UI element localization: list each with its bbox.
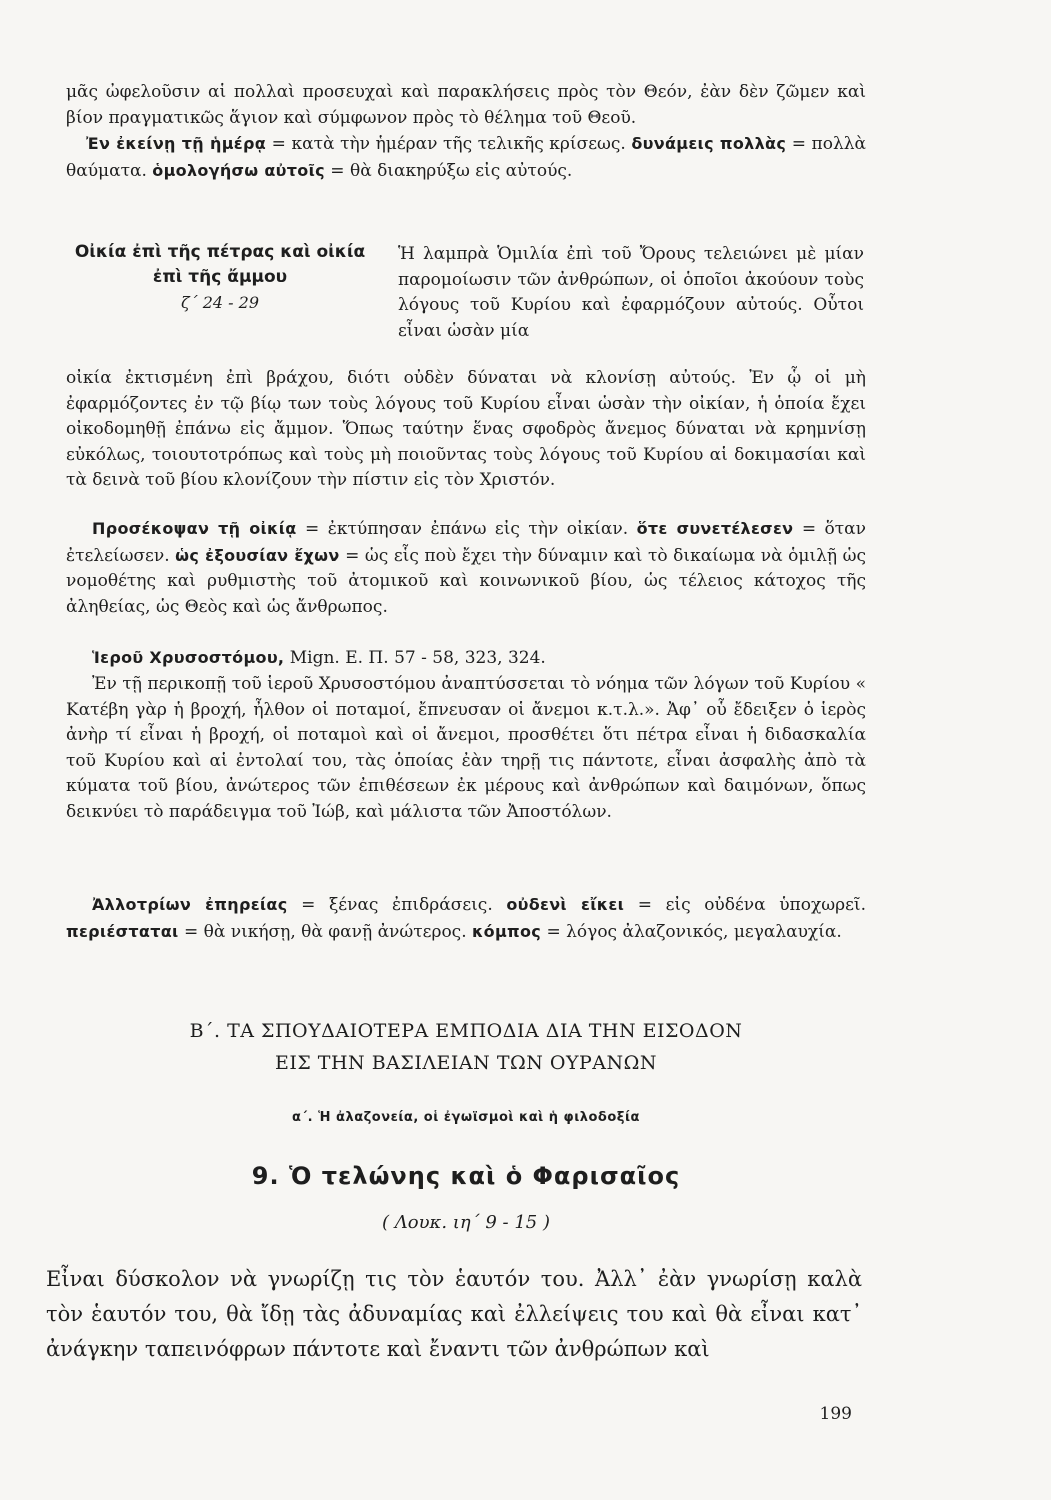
gloss-definition: = κατὰ τὴν ἡμέραν τῆς τελικῆς κρίσεως.	[266, 134, 632, 154]
intro-paragraph	[66, 80, 866, 184]
gloss-definition: = πολλὰ θαύματα.	[66, 134, 866, 181]
gloss-definition: = ὅταν ἐτελείωσεν.	[66, 519, 866, 566]
gloss-term: Προσέκοψαν τῇ οἰκίᾳ	[92, 519, 297, 538]
section-continuation: οἰκία ἐκτισμένη ἐπὶ βράχου, διότι οὐδὲν δύναται νὰ κλονίσῃ αὐτούς. Ἐν ᾧ οἱ μὴ ἐφαρμόζοντες ἐν τῷ βίῳ των τοὺς λόγους τοῦ Κυρίου εἶναι ὡσὰν τὴν οἰκίαν, ἡ ὁποία ἔχει οἰκοδομηθῇ ἐπάνω εἰς ἄμμον. Ὅπως ταύτην ἕνας σφοδρὸς ἄνεμος δύναται νὰ κρημνίσῃ εὐκόλως, τοιουτοτρόπως καὶ τοὺς μὴ ποιοῦντας τοὺς λόγους τοῦ Κυρίου αἱ δοκιμασίαι καὶ τὰ δεινὰ τοῦ βίου κλονίζουν τὴν πίστιν εἰς τὸν Χριστόν.	[66, 368, 866, 490]
gloss-definition: = ξένας ἐπιδράσεις.	[287, 895, 507, 915]
page-number: 199	[819, 1404, 852, 1424]
chapter-title: 9. Ὁ τελώνης καὶ ὁ Φαρισαῖος	[251, 1162, 681, 1190]
commentary-paragraph: Ἐν τῇ περικοπῇ τοῦ ἱεροῦ Χρυσοστόμου ἀναπτύσσεται τὸ νόημα τῶν λόγων τοῦ Κυρίου « Κατέβη γὰρ ἡ βροχή, ἦλθον οἱ ποταμοί, ἔπνευσαν οἱ ἄνεμοι κ.τ.λ.». Ἀφ᾿ οὗ ἔδειξεν ὁ ἱερὸς ἀνὴρ τί εἶναι ἡ βροχή, οἱ ποταμοὶ καὶ οἱ ἄνεμοι, προσθέτει ὅτι πέτρα εἶναι ἡ διδασκαλία τοῦ Κυρίου καὶ αἱ ἐντολαί του, τὰς ὁποίας ἐὰν τηρῇ τις πάντοτε, εἶναι ἀσφαλὴς ἀπὸ τὰ κύματα τοῦ βίου, ἀνώτερος τῶν ἐπιθέσεων ἐκ μέρους καὶ ἀνθρώπων καὶ δαιμόνων, ὅπως δεικνύει τὸ παράδειγμα τοῦ Ἰώβ, καὶ μάλιστα τῶν Ἀποστόλων.	[66, 674, 866, 822]
gloss-term: ὡς ἐξουσίαν ἔχων	[175, 545, 340, 565]
chapter-heading-line1: Β΄. ΤΑ ΣΠΟΥΔΑΙΟΤΕΡΑ ΕΜΠΟΔΙΑ ΔΙΑ ΤΗΝ ΕΙΣΟΔΟΝ	[189, 1020, 743, 1042]
intro-text: μᾶς ὠφελοῦσιν αἱ πολλαὶ προσευχαὶ καὶ παρακλήσεις πρὸς τὸν Θεόν, ἐὰν δὲν ζῶμεν καὶ βίον πραγματικῶς ἅγιον καὶ σύμφωνον πρὸς τὸ θέλημα τοῦ Θεοῦ.	[66, 82, 866, 128]
gloss-term: Ἀλλοτρίων ἐπηρείας	[92, 895, 288, 914]
glossary-block	[66, 892, 866, 945]
source-citation	[66, 645, 866, 672]
gloss-term: περιέσταται	[66, 921, 179, 941]
opening-paragraph: Εἶναι δύσκολον νὰ γνωρίζῃ τις τὸν ἑαυτόν του. Ἀλλ᾿ ἐὰν γνωρίσῃ καλὰ τὸν ἑαυτόν του, θὰ ἴδῃ τὰς ἀδυναμίας καὶ ἐλλείψεις του καὶ θὰ εἶναι κατ᾿ ἀνάγκην ταπεινόφρων πάντοτε καὶ ἔναντι τῶν ἀνθρώπων καὶ	[46, 1267, 862, 1361]
section-label-line2: ἐπὶ τῆς ἄμμου	[152, 267, 288, 287]
section-label-reference: ζ΄ 24 - 29	[180, 293, 260, 312]
source-reference: Mign. E. Π. 57 - 58, 323, 324.	[284, 648, 546, 668]
gloss-definition: = εἰς οὐδένα ὑποχωρεῖ.	[624, 895, 866, 915]
glossary-block	[66, 516, 866, 620]
chapter-subheading: α΄. Ἡ ἀλαζονεία, οἱ ἐγωϊσμοὶ καὶ ἡ φιλοδοξία	[292, 1110, 640, 1125]
gloss-term: οὐδενὶ εἴκει	[506, 895, 625, 914]
chapter-heading-line2: ΕΙΣ ΤΗΝ ΒΑΣΙΛΕΙΑΝ ΤΩΝ ΟΥΡΑΝΩΝ	[274, 1052, 658, 1074]
gloss-definition: = ὡς εἷς ποὺ ἔχει τὴν δύναμιν καὶ τὸ δικαίωμα νὰ ὁμιλῇ ὡς νομοθέτης καὶ ρυθμιστὴς τοῦ ἀτομικοῦ καὶ κοινωνικοῦ βίου, ὡς τέλειος κάτοχος τῆς ἀληθείας, ὡς Θεὸς καὶ ὡς ἄνθρωπος.	[66, 545, 867, 617]
gloss-definition: = θὰ νικήσῃ, θὰ φανῇ ἀνώτερος.	[178, 921, 473, 942]
gloss-definition: = ἐκτύπησαν ἐπάνω εἰς τὴν οἰκίαν.	[296, 519, 637, 539]
section-side-text: Ἡ λαμπρὰ Ὁμιλία ἐπὶ τοῦ Ὄρους τελειώνει μὲ μίαν παρομοίωσιν τῶν ἀνθρώπων, οἱ ὁποῖοι ἀκούουν τοὺς λόγους τοῦ Κυρίου καὶ ἐφαρμόζουν αὐτούς. Οὗτοι εἶναι ὡσὰν μία	[398, 244, 864, 341]
gloss-term: Ἐν ἐκείνῃ τῇ ἡμέρᾳ	[86, 134, 267, 153]
gloss-definition: = λόγος ἀλαζονικός, μεγαλαυχία.	[541, 921, 842, 942]
gloss-term: κόμπος	[472, 921, 542, 941]
section-side-label	[60, 240, 380, 315]
gloss-definition: = θὰ διακηρύξω εἰς αὐτούς.	[324, 160, 573, 181]
gloss-term: δυνάμεις πολλὰς	[631, 134, 787, 153]
chapter-reference: ( Λουκ. ιη΄ 9 - 15 )	[382, 1212, 550, 1233]
gloss-term: ὅτε συνετέλεσεν	[636, 519, 794, 538]
source-author: Ἱεροῦ Χρυσοστόμου,	[92, 648, 285, 667]
section-label-line1: Οἰκία ἐπὶ τῆς πέτρας καὶ οἰκία	[74, 242, 366, 262]
gloss-term: ὁμολογήσω αὐτοῖς	[152, 160, 325, 180]
